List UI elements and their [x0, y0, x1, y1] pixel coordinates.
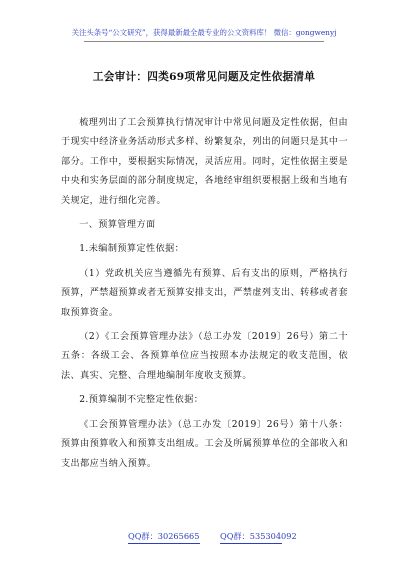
qq-group-1-underline — [128, 543, 200, 544]
qq-group-1[interactable]: QQ群：30265665 — [128, 531, 200, 541]
item-heading-2: 2.预算编制不完整定性依据： — [79, 395, 204, 406]
footer-contacts — [0, 531, 408, 547]
basis-paragraph-1: （1）党政机关应当遵循先有预算、后有支出的原则，严格执行预算，严禁超预算或者无预算安排支出，严禁虚列支出、转移或者套取预算资金。 — [61, 268, 348, 318]
basis-paragraph-2: （2）《工会预算管理办法》（总工办发〔2019〕26号）第二十五条：各级工会、各预算单位应当按照本办法规定的收支范围，依法、真实、完整、合理地编制年度收支预算。 — [61, 332, 348, 381]
document-body — [61, 114, 348, 479]
qq-group-2-underline — [220, 543, 282, 544]
document-title: 工会审计：四类69项常见问题及定性依据清单 — [92, 71, 316, 83]
qq-group-2[interactable]: QQ群：535304092 — [220, 531, 297, 541]
header-divider — [84, 41, 324, 42]
intro-paragraph: 梳理列出了工会预算执行情况审计中常见问题及定性依据，但由于现实中经济业务活动形式多样、纷繁复杂，列出的问题只是其中一部分。工作中，要根据实际情况，灵活应用。同时，定性依据主要是中央和实务层面的部分制度规定，各地经审组织要根据上级和当地有关规定，进行细化完善。 — [61, 118, 348, 206]
item-heading-1: 1.未编制预算定性依据： — [79, 244, 185, 255]
basis-paragraph-3: 《工会预算管理办法》（总工办发〔2019〕26号）第十八条：预算由预算收入和预算支出组成。工会及所属预算单位的全部收入和支出都应当纳入预算。 — [61, 419, 348, 469]
header-notice-text: 关注头条号“公文研究”，获得最新最全最专业的公文资料库！ 微信：gongwenyj — [71, 28, 337, 37]
section-heading-budget: 一、预算管理方面 — [79, 220, 156, 231]
